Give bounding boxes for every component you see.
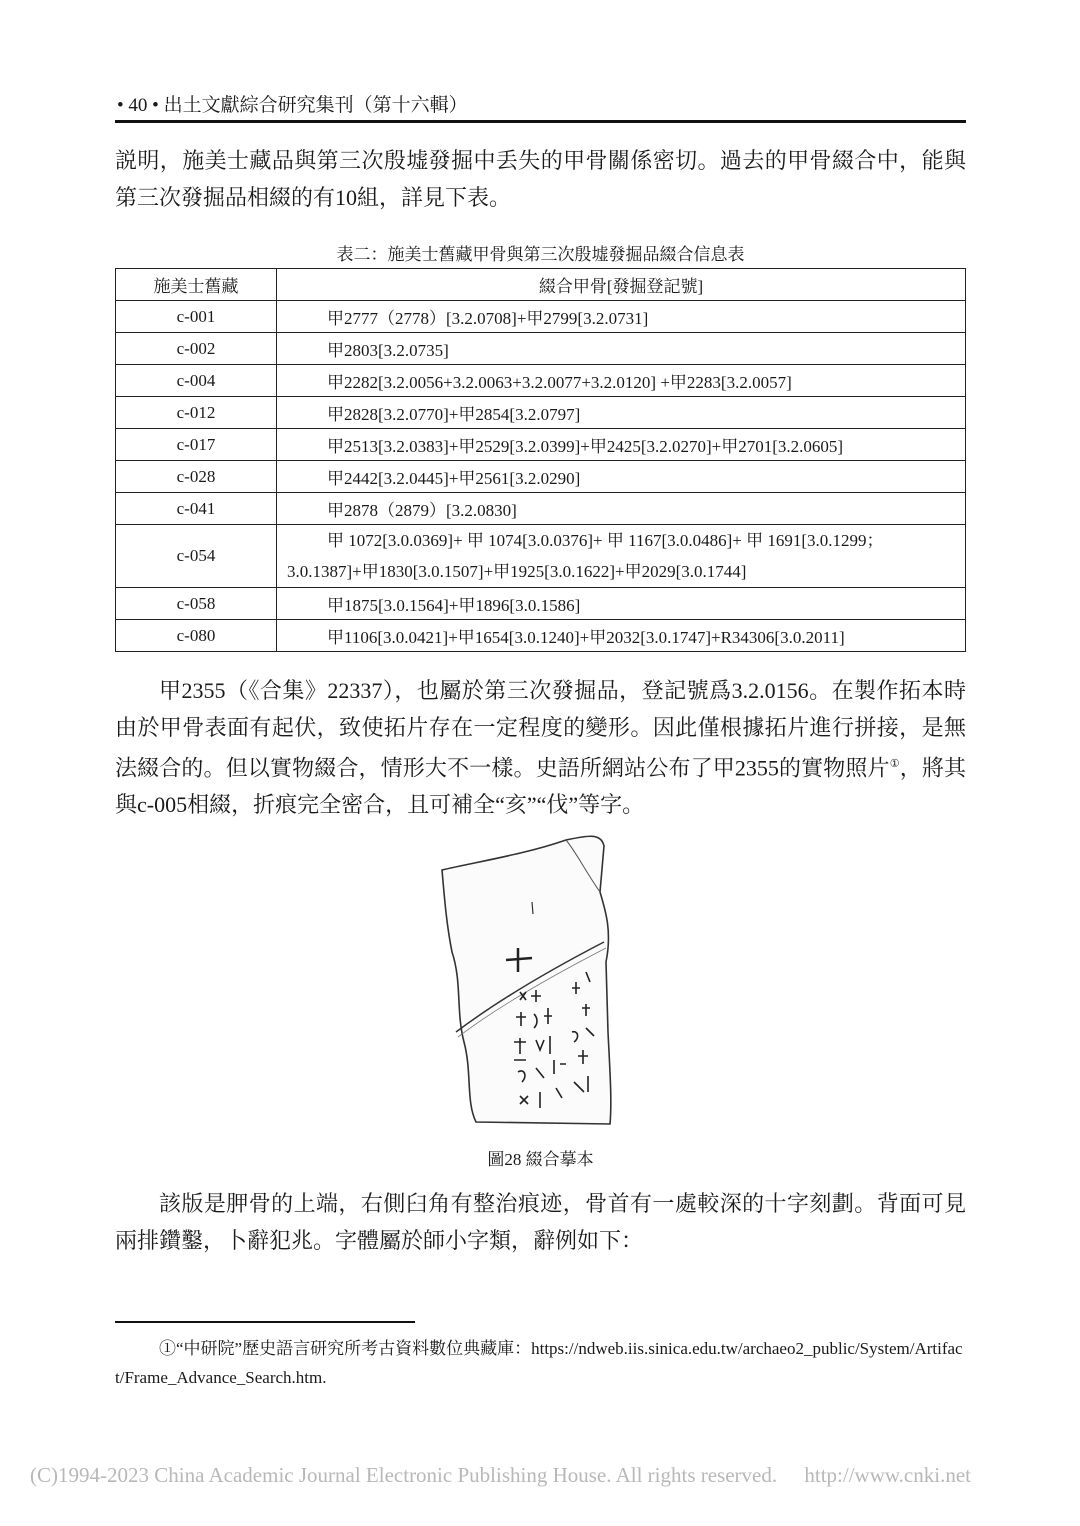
table-caption: 表二：施美士舊藏甲骨與第三次殷墟發掘品綴合信息表 xyxy=(336,245,745,264)
table-header-row xyxy=(116,269,966,301)
collection-id: c-017 xyxy=(116,429,277,461)
copyright-notice: (C)1994-2023 China Academic Journal Electronic Publishing House. All rights reserved. xyxy=(30,1463,778,1487)
collection-id: c-041 xyxy=(116,493,277,525)
paragraph-2-tail: ，將其與c-005相綴，折痕完全密合，且可補全“亥”“伐”等字。 xyxy=(115,755,966,818)
paragraph-2 xyxy=(115,672,966,823)
collection-id: c-001 xyxy=(116,301,277,333)
footnote-text: ①“中研院”歷史語言研究所考古資料數位典藏庫：https://ndweb.iis.sinica.edu.tw/archaeo2_public/System/Artifact/Frame_Advance_Search.htm. xyxy=(115,1339,963,1387)
paragraph-2-text xyxy=(115,672,966,823)
figure-caption: 圖28 綴合摹本 xyxy=(487,1150,594,1169)
collection-id: c-004 xyxy=(116,365,277,397)
copyright-url[interactable]: http://www.cnki.net xyxy=(804,1463,971,1487)
join-record: 甲2828[3.2.0770]+甲2854[3.2.0797] xyxy=(277,397,966,429)
join-record: 甲2513[3.2.0383]+甲2529[3.2.0399]+甲2425[3.2.0270]+甲2701[3.2.0605] xyxy=(277,429,966,461)
footnote-rule xyxy=(115,1321,415,1323)
join-record: 甲1875[3.0.1564]+甲1896[3.0.1586] xyxy=(277,588,966,620)
collection-id: c-012 xyxy=(116,397,277,429)
collection-id: c-058 xyxy=(116,588,277,620)
table-row xyxy=(116,461,966,493)
collection-id: c-002 xyxy=(116,333,277,365)
table-row xyxy=(116,397,966,429)
copyright-watermark xyxy=(30,1463,1030,1488)
join-table xyxy=(115,268,966,652)
running-header xyxy=(117,90,468,117)
paragraph-2-main: 甲2355（《合集》22337），也屬於第三次發掘品，登記號爲3.2.0156。在製作拓本時由於甲骨表面有起伏，致使拓片存在一定程度的變形。因此僅根據拓片進行拼接，是無法綴合的。但以實物綴合，情形大不一樣。史語所網站公布了甲2355的實物照片 xyxy=(115,678,966,781)
column-header-collection: 施美士舊藏 xyxy=(116,269,277,301)
table-row xyxy=(116,588,966,620)
table-row xyxy=(116,493,966,525)
table-row xyxy=(116,620,966,652)
collection-id: c-080 xyxy=(116,620,277,652)
journal-title: 出土文獻綜合研究集刊（第十六輯） xyxy=(163,95,468,116)
footnote xyxy=(115,1334,966,1392)
page-number: • 40 • xyxy=(117,95,159,116)
table-row xyxy=(116,333,966,365)
join-record: 甲2777（2778）[3.2.0708]+甲2799[3.2.0731] xyxy=(277,301,966,333)
table-row xyxy=(116,525,966,588)
paragraph-3-text: 該版是胛骨的上端，右側臼角有整治痕迹，骨首有一處較深的十字刻劃。背面可見兩排鑽鑿，卜辭犯兆。字體屬於師小字類，辭例如下： xyxy=(115,1191,966,1253)
paragraph-1 xyxy=(115,142,966,216)
oracle-bone-drawing xyxy=(436,832,616,1128)
join-record: 甲1106[3.0.0421]+甲1654[3.0.1240]+甲2032[3.0.1747]+R34306[3.0.2011] xyxy=(277,620,966,652)
paragraph-3 xyxy=(115,1185,966,1259)
footnote-ref[interactable]: ① xyxy=(889,758,900,770)
collection-id: c-028 xyxy=(116,461,277,493)
join-record: 甲2803[3.2.0735] xyxy=(277,333,966,365)
join-record: 甲 1072[3.0.0369]+ 甲 1074[3.0.0376]+ 甲 1167[3.0.0486]+ 甲 1691[3.0.1299；3.0.1387]+甲1830[3.0.1507]+甲1925[3.0.1622]+甲2029[3.0.1744] xyxy=(277,525,966,588)
table-row xyxy=(116,429,966,461)
join-record: 甲2442[3.2.0445]+甲2561[3.2.0290] xyxy=(277,461,966,493)
join-record: 甲2878（2879）[3.2.0830] xyxy=(277,493,966,525)
paragraph-1-text: 説明，施美士藏品與第三次殷墟發掘中丢失的甲骨關係密切。過去的甲骨綴合中，能與第三次發掘品相綴的有10組，詳見下表。 xyxy=(115,148,966,210)
column-header-join: 綴合甲骨[發掘登記號] xyxy=(277,269,966,301)
collection-id: c-054 xyxy=(116,525,277,588)
header-rule xyxy=(115,120,966,123)
table-row xyxy=(116,365,966,397)
table-row xyxy=(116,301,966,333)
join-record: 甲2282[3.2.0056+3.2.0063+3.2.0077+3.2.0120] +甲2283[3.2.0057] xyxy=(277,365,966,397)
